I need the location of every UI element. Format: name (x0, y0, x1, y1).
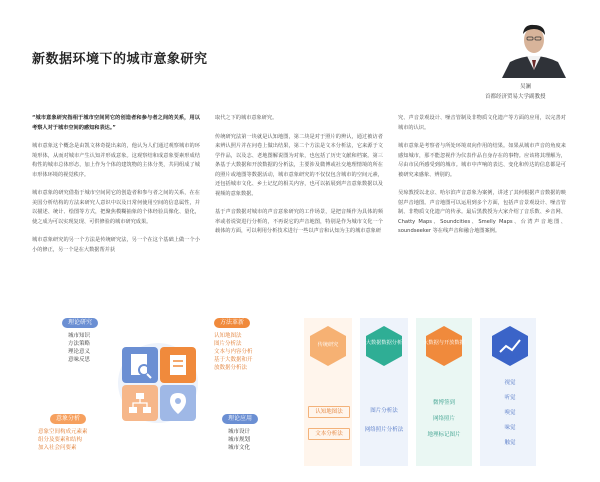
list-item: 理论意义 (68, 349, 91, 355)
line-chart-icon (488, 324, 532, 368)
list-item: 城市知识 (68, 333, 91, 339)
paragraph: 城市意象的研究借指于城市空间同它的创造者和参与者之间的关系，在在美国分析结构的方法来研究人意识中以及日常何使用空间的信息属性，并以描述、统计、绘图等方式，把聚焦模糊抽象的个体经验具像化、量化，使之成为可以实现复现、可供修验的城市研究成果。 (32, 190, 200, 225)
text-column-2 (215, 114, 383, 246)
list-item: 放数据分析法 (214, 365, 248, 371)
sense-tag: 触觉 (504, 440, 516, 446)
method-tag: 文本分析法 (308, 428, 350, 440)
chip-method-innovation: 方法革新 (214, 318, 250, 328)
list-item: 意象空间构成元素素 (38, 429, 88, 435)
top-left-list (68, 332, 90, 364)
list-item: 城市文化 (228, 445, 251, 451)
list-item: 城市设计 (228, 429, 251, 435)
document-search-icon (122, 347, 158, 383)
chip-theory-research: 理论研究 (62, 318, 98, 328)
paragraph: 城市意象是考察者与所处环境双向作用的结果。如果从城市声音的角度来感知城市，那不能忽视作为仪表作品自身存在的事物。应该将其理解为，尽由市民所感受到的城市。城市中声响的表达、变化和传达的信息都是可被研究来感象、辨别的。 (398, 143, 566, 178)
list-item: 基于大数据和开 (214, 357, 253, 363)
data-tag: 微博签到 (432, 400, 455, 406)
lead-quote: “城市意象研究指相于城市空间同它的创造者和参与者之间的关系，用以考察人对于城市空间的感知和表达。” (32, 115, 200, 131)
method-tag: 图片分析法 (362, 406, 406, 416)
author-name: 吴澜 (520, 84, 532, 90)
hex-label: 大数据与开放数据 (423, 340, 465, 346)
list-item: 意味反思 (68, 357, 91, 363)
top-right-list (214, 332, 253, 372)
paragraph: 城市意象这个概念是由凯文林奇提出来的，他认为人们通过观察城市的环境形体，从而对城市产生认知并形成意象。这观察结和成意象要素形成结构性的城市总体形态，加上作为个体的建筑物的主体分类，共同组成了城市形体环境的视觉秩序。 (32, 143, 200, 178)
sense-tag: 嗅觉 (504, 410, 516, 416)
hex-label: 意象数据 (499, 354, 521, 360)
paragraph: 城市意象研究的另一个方法是传统研究法，另一个在这个基础上做一个小小的修正，另一个是在大数据帮并获 (32, 237, 200, 253)
chip-theory-application: 理论应用 (222, 414, 258, 424)
data-tag: 地理标记图片 (427, 432, 461, 438)
article-title: 新数据环境下的城市意象研究 (32, 52, 208, 67)
map-pin-icon (160, 385, 196, 421)
sense-tag: 听觉 (504, 395, 516, 401)
data-method-diagram (298, 318, 568, 470)
sense-tag: 视觉 (504, 380, 516, 386)
list-item: 文本与内容分析 (214, 349, 253, 355)
chip-image-analysis: 意象分析 (50, 414, 86, 424)
list-item: 认知地图法 (214, 333, 242, 339)
bottom-left-list (38, 428, 88, 452)
list-item: 方法策略 (68, 341, 91, 347)
research-framework-diagram (32, 318, 280, 470)
method-tag: 认知地图法 (308, 406, 350, 418)
paragraph: 取代之下的城市意象研究。 (215, 115, 278, 121)
hex-label: 大数据数据分析 (365, 340, 403, 346)
sense-tag: 味觉 (504, 425, 516, 431)
list-item: 城市规划 (228, 437, 251, 443)
paragraph: 基于声音数据对城市的声音意象研究的工作场景，是把音频作为具体的频率或者说资进行分析的，不再说它的声音地图，特别是作为城市文化一个载体的方面，可以利用分析技术进行一些以声音和认知为主的城市意象研 (215, 209, 383, 234)
paragraph: 传统研究法第一块就是认知地图，第二块是对于照片的辨认，通过被访者来辨认照片并在问卷上做出结果，第二个方法是文本分析法，它来源于文学作品，以及志、老地图解说图为对象，也包括了历史文献和档案。第三条基于大数据和开放数据的分析法，主要涉及微博或社交地理情境的所在的照片或地图等数据活动，城市意象研究的不仅仅包含城市的空间元素，还包括城市文化、乡土记忆的相关内容，也可以拓展到声音意象数据以及视频的意象数据。 (215, 133, 383, 197)
text-column-1 (32, 114, 200, 264)
hierarchy-icon (122, 385, 158, 421)
text-column-3 (398, 114, 566, 246)
paragraph: 吴琼教授以北京、哈尔滨声音意象为案例，讲述了其何根据声音数据的映射声音地图。声音地图可以运用到多个方面，包括声音景观设计、噪音管制、非物质文化遗产的传承。最后黑教授为大家介绍了音乐数、乡音网、Chatty Maps、Soundcities、Smelly Maps、台湾声音地图、soundseeker 等在线声音和融合地图案例。 (398, 190, 566, 234)
list-item: 图片分析法 (214, 341, 242, 347)
data-tag: 网络照片 (432, 416, 455, 422)
list-item: 组分及要素和结构 (38, 437, 83, 443)
method-tag: 网络照片分析法 (362, 426, 406, 444)
author-affiliation: 首都经济贸易大学副教授 (485, 94, 546, 100)
hex-label: 传统研究 (317, 342, 339, 348)
list-item: 加入社会问要素 (38, 445, 77, 451)
author-photo (500, 16, 568, 78)
document-icon (160, 347, 196, 383)
paragraph: 究、声音景观设计、噪音管制及非物质文化遗产等方面的应用，以完善对城市的认识。 (398, 115, 566, 131)
bottom-right-list (228, 428, 250, 452)
